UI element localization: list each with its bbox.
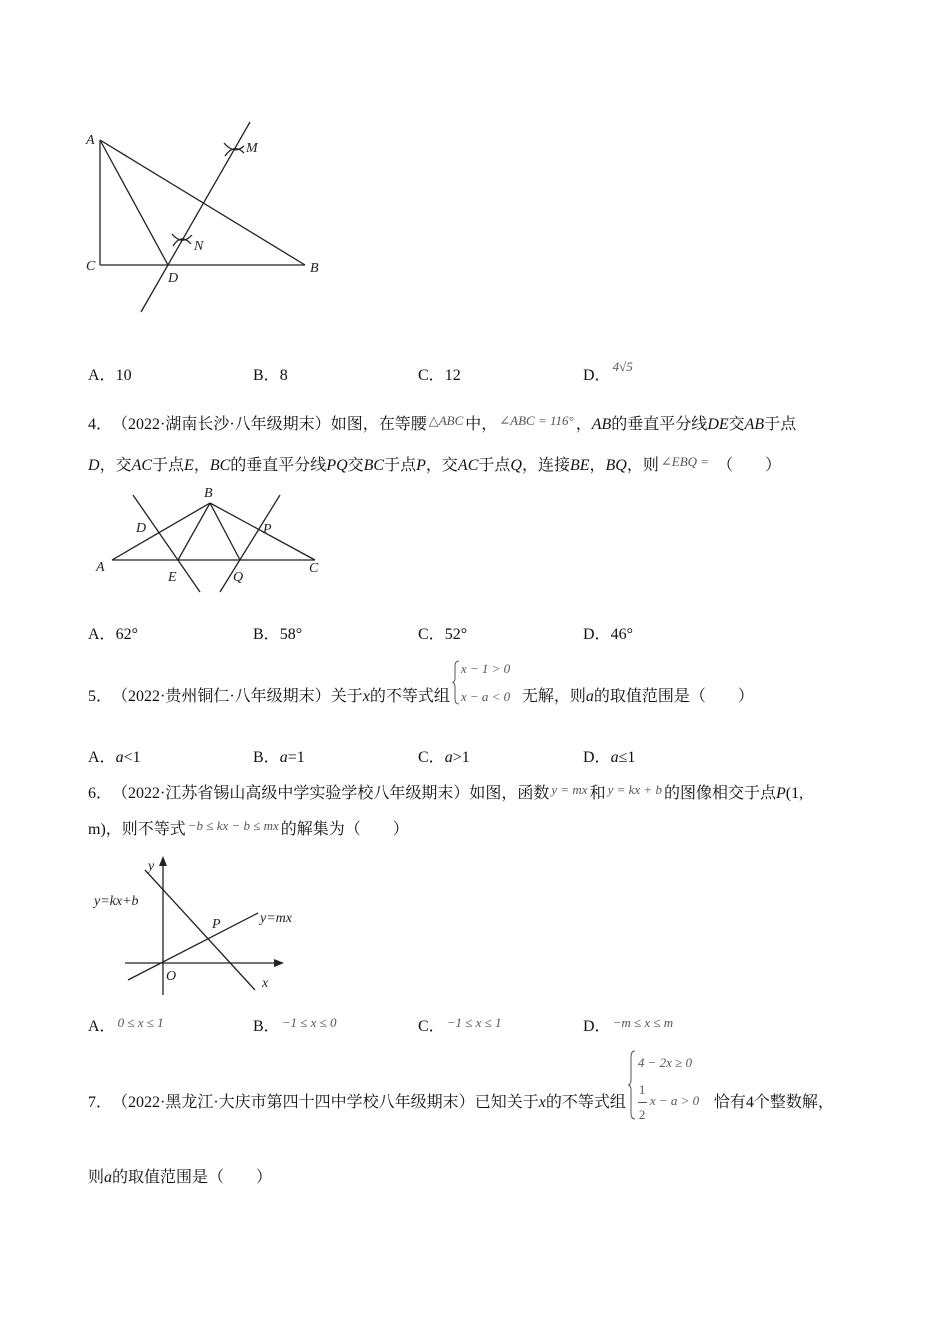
q5-option-a	[88, 748, 141, 768]
option-label: A．	[88, 626, 116, 643]
option-value: >1	[452, 749, 470, 766]
text: 的不等式组	[369, 688, 450, 705]
question-number: 7．	[88, 1094, 113, 1111]
text: ，则	[626, 457, 659, 474]
variable: P	[416, 457, 426, 474]
label-c: C	[86, 259, 96, 274]
option-label: C．	[418, 367, 445, 384]
text: m)，则不等式	[88, 821, 186, 838]
option-value: 58°	[279, 626, 303, 643]
option-value: 62°	[115, 626, 138, 643]
option-variable: a	[279, 749, 288, 766]
option-label: C．	[418, 1018, 445, 1035]
text: 的取值范围是（ ）	[112, 1169, 273, 1186]
text: 于点	[478, 457, 511, 474]
q6-option-d	[583, 1017, 675, 1037]
variable: BE	[569, 457, 590, 474]
q3-option-d	[583, 359, 635, 386]
variable: E	[184, 457, 194, 474]
label-d: D	[136, 521, 147, 536]
text: 于点	[384, 457, 417, 474]
question-source: （2022·湖南长沙·八年级期末）	[112, 416, 331, 433]
system-row-2: x − a < 0	[460, 689, 511, 704]
option-label: C．	[418, 749, 445, 766]
option-label: A．	[88, 1018, 116, 1035]
option-label: D．	[583, 626, 611, 643]
label-n: N	[194, 239, 204, 254]
q4-option-a	[88, 625, 138, 645]
variable: BC	[363, 457, 385, 474]
fraction-numerator: 1	[638, 1082, 646, 1097]
text: 交	[728, 416, 745, 433]
question-7-line-1	[88, 1055, 834, 1122]
formula: y = kx + b	[607, 782, 662, 797]
question-7-line-2	[88, 1168, 272, 1188]
system-row-2: x − a > 0	[649, 1093, 700, 1108]
text: 如图，在等腰	[330, 416, 427, 433]
label-e: E	[168, 570, 177, 585]
variable: DE	[707, 416, 729, 433]
line-kx-plus-b	[145, 870, 255, 990]
q4-option-b	[253, 625, 302, 645]
option-variable: a	[115, 749, 124, 766]
system-brace	[452, 660, 460, 705]
variable: a	[104, 1169, 113, 1186]
variable: D	[88, 457, 100, 474]
system-row-1: x − 1 > 0	[460, 661, 511, 676]
variable: AC	[457, 457, 479, 474]
variable: P	[775, 785, 786, 802]
bisector-de	[133, 495, 200, 592]
option-value: ≤1	[618, 749, 636, 766]
q4-option-c	[418, 625, 467, 645]
text: 恰有4个整数解，	[713, 1094, 834, 1111]
label-p: P	[212, 917, 221, 932]
text: 中，	[465, 416, 498, 433]
q5-option-d	[583, 748, 635, 768]
variable: AB	[591, 416, 612, 433]
formula: ∠ABC = 116°	[499, 413, 574, 428]
option-value: 0 ≤ x ≤ 1	[117, 1015, 164, 1030]
system-brace	[628, 1050, 636, 1120]
formula: △ABC	[428, 413, 464, 428]
question-5-line	[88, 661, 754, 707]
variable: AB	[744, 416, 765, 433]
answer-bracket: （ ）	[717, 457, 782, 474]
question-4-line-2	[88, 456, 781, 476]
option-value: 46°	[610, 626, 633, 643]
q5-option-c	[418, 748, 470, 768]
text: 于点	[764, 416, 797, 433]
label-line-mx: y=mx	[260, 911, 292, 926]
variable: BQ	[605, 457, 627, 474]
q3-option-c	[418, 366, 461, 386]
variable: Q	[510, 457, 522, 474]
q4-option-d	[583, 625, 633, 645]
q6-option-b	[253, 1017, 339, 1037]
variable: x	[538, 1094, 546, 1111]
text: 的不等式组	[545, 1094, 626, 1111]
option-value: <1	[123, 749, 141, 766]
option-value: −1 ≤ x ≤ 1	[446, 1015, 502, 1030]
option-variable: a	[610, 749, 619, 766]
option-label: C．	[418, 626, 445, 643]
label-origin: O	[166, 969, 177, 984]
text: ，交	[425, 457, 458, 474]
option-label: D．	[583, 749, 611, 766]
text: 无解，则	[521, 688, 586, 705]
text: 则	[88, 1169, 105, 1186]
text: 的解集为（ ）	[280, 821, 409, 838]
y-axis-arrow-icon	[159, 856, 167, 866]
label-q: Q	[233, 570, 244, 585]
text: 的垂直平分线	[230, 457, 327, 474]
formula: ∠EBQ =	[660, 454, 710, 469]
inequality-system	[452, 661, 520, 707]
formula: −b ≤ kx − b ≤ mx	[187, 818, 279, 833]
figure-right-triangle	[80, 120, 340, 320]
text: 交	[347, 457, 364, 474]
question-6-line-1	[88, 784, 803, 804]
text: (1,	[785, 785, 804, 802]
fraction-denominator: 2	[638, 1107, 646, 1122]
text: ，交	[99, 457, 132, 474]
question-4-line-1	[88, 415, 796, 435]
label-c: C	[309, 561, 319, 576]
variable: PQ	[326, 457, 348, 474]
option-value: 12	[444, 367, 461, 384]
text: 的图像相交于点	[663, 785, 776, 802]
text: 如图，函数	[469, 785, 550, 802]
option-label: D．	[583, 1018, 611, 1035]
option-value: =1	[287, 749, 305, 766]
text: ，连接	[521, 457, 570, 474]
q6-option-c	[418, 1017, 504, 1037]
segment-ad	[100, 140, 168, 265]
q3-option-a	[88, 366, 132, 386]
label-a: A	[86, 133, 95, 148]
q6-option-a	[88, 1017, 166, 1037]
variable: AC	[131, 457, 153, 474]
text: ，	[193, 457, 210, 474]
text: ，	[575, 416, 592, 433]
option-value: 52°	[444, 626, 468, 643]
question-number: 6．	[88, 785, 113, 802]
option-label: A．	[88, 367, 116, 384]
text: 和	[589, 785, 606, 802]
segment-be	[178, 503, 210, 560]
text: 的垂直平分线	[611, 416, 708, 433]
formula: y = mx	[551, 782, 588, 797]
question-source: （2022·贵州铜仁·八年级期末）	[112, 688, 331, 705]
figure-isosceles-triangle	[90, 480, 330, 598]
bisector-pq	[220, 495, 280, 592]
option-label: D．	[583, 367, 611, 384]
label-b: B	[310, 261, 319, 276]
question-source: （2022·黑龙江·大庆市第四十四中学校八年级期末）	[112, 1094, 475, 1111]
label-b: B	[204, 486, 213, 501]
q5-option-b	[253, 748, 305, 768]
option-value: 4√5	[612, 359, 633, 374]
label-d: D	[168, 271, 179, 286]
text: ，	[589, 457, 606, 474]
label-p: P	[263, 522, 272, 537]
variable: BC	[209, 457, 231, 474]
text: 已知关于	[474, 1094, 539, 1111]
option-label: B．	[253, 1018, 280, 1035]
question-number: 5．	[88, 688, 113, 705]
option-label: A．	[88, 749, 116, 766]
question-6-line-2	[88, 820, 409, 840]
option-label: B．	[253, 367, 280, 384]
inequality-system	[628, 1055, 712, 1122]
variable: x	[362, 688, 370, 705]
question-source: （2022·江苏省锡山高级中学实验学校八年级期末）	[112, 785, 470, 802]
label-a: A	[96, 560, 105, 575]
perpendicular-bisector-mn	[141, 122, 250, 312]
option-value: −m ≤ x ≤ m	[612, 1015, 674, 1030]
question-number: 4．	[88, 416, 113, 433]
option-value: 10	[115, 367, 132, 384]
label-m: M	[246, 141, 258, 156]
text: 于点	[152, 457, 185, 474]
option-variable: a	[444, 749, 453, 766]
option-label: B．	[253, 626, 280, 643]
system-row-1: 4 − 2x ≥ 0	[637, 1055, 693, 1070]
option-value: 8	[279, 367, 288, 384]
label-y-axis: y	[148, 859, 155, 874]
option-value: −1 ≤ x ≤ 0	[281, 1015, 337, 1030]
text: 的取值范围是（ ）	[593, 688, 754, 705]
segment-ab	[112, 503, 210, 560]
label-x-axis: x	[262, 976, 269, 991]
text: 关于	[330, 688, 363, 705]
figure-linear-functions	[90, 850, 310, 1000]
variable: a	[585, 688, 594, 705]
option-label: B．	[253, 749, 280, 766]
q3-option-b	[253, 366, 288, 386]
fraction-bar	[638, 1102, 647, 1103]
label-line-kxb: y=kx+b	[94, 894, 139, 909]
x-axis-arrow-icon	[274, 959, 284, 967]
